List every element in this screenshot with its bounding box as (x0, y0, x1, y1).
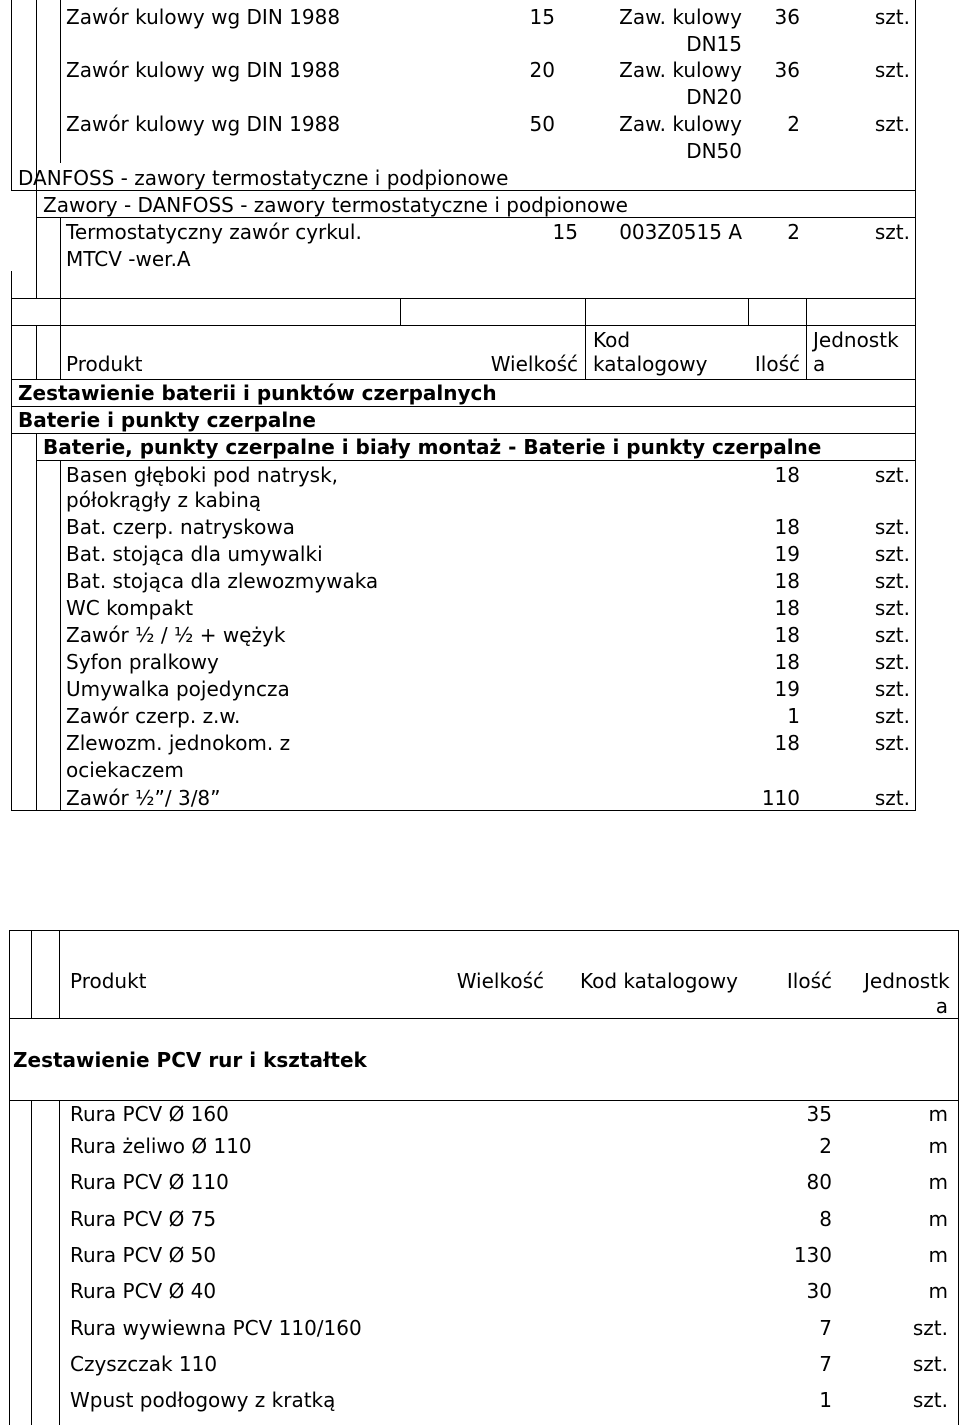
unit-value: szt. (874, 463, 910, 487)
product-name-line2: MTCV -wer.A (66, 247, 191, 271)
subsection-heading: Zawory - DANFOSS - zawory termostatyczne i podpionowe (43, 193, 628, 217)
unit-value: szt. (874, 542, 910, 566)
qty-value: 18 (774, 596, 800, 620)
list-item: Bat. czerp. natryskowa (66, 515, 295, 539)
size-value: 20 (529, 58, 555, 82)
subsection-heading: Baterie i punkty czerpalne (18, 408, 316, 432)
list-item: Rura PCV Ø 50 (70, 1243, 217, 1267)
product-name: Zawór kulowy wg DIN 1988 (66, 112, 341, 136)
list-item: Bat. stojąca dla umywalki (66, 542, 323, 566)
unit-value: m (928, 1134, 948, 1158)
section-heading: Zestawienie baterii i punktów czerpalnych (18, 381, 497, 405)
list-item-line2: półokrągły z kabiną (66, 488, 262, 512)
catalog-code: Zaw. kulowy (619, 5, 742, 29)
list-item: Rura wywiewna PCV 110/160 (70, 1316, 362, 1340)
size-value: 15 (529, 5, 555, 29)
unit-value: szt. (874, 220, 910, 244)
qty-value: 80 (806, 1170, 832, 1194)
unit-value: szt. (874, 515, 910, 539)
qty-value: 18 (774, 731, 800, 755)
list-item-line2: ociekaczem (66, 758, 184, 782)
qty-value: 110 (761, 786, 800, 810)
unit-value: szt. (874, 569, 910, 593)
size-value: 50 (529, 112, 555, 136)
list-item: Zlewozm. jednokom. z (66, 731, 291, 755)
col-header-unit: Jednostk (813, 328, 899, 352)
col-header-unit: Jednostk (864, 969, 950, 993)
size-value: 15 (552, 220, 578, 244)
qty-value: 2 (819, 1134, 832, 1158)
unit-value: m (928, 1279, 948, 1303)
list-item: Czyszczak 110 (70, 1352, 218, 1376)
list-item: Rura PCV Ø 160 (70, 1102, 229, 1126)
unit-value: m (928, 1170, 948, 1194)
qty-value: 18 (774, 650, 800, 674)
qty-value: 7 (819, 1352, 832, 1376)
qty-value: 2 (787, 112, 800, 136)
list-item: Zawór czerp. z.w. (66, 704, 241, 728)
list-item: Rura PCV Ø 75 (70, 1207, 217, 1231)
qty-value: 130 (793, 1243, 832, 1267)
unit-value: szt. (874, 731, 910, 755)
qty-value: 7 (819, 1316, 832, 1340)
qty-value: 1 (787, 704, 800, 728)
qty-value: 2 (787, 220, 800, 244)
col-header-unit-line2: a (935, 994, 948, 1018)
qty-value: 19 (774, 677, 800, 701)
col-header-size: Wielkość (456, 969, 544, 993)
qty-value: 18 (774, 463, 800, 487)
unit-value: szt. (874, 596, 910, 620)
list-item: Rura PCV Ø 40 (70, 1279, 217, 1303)
qty-value: 18 (774, 569, 800, 593)
col-header-code: Kod (593, 328, 631, 352)
catalog-code-line2: DN20 (686, 85, 742, 109)
unit-value: m (928, 1243, 948, 1267)
col-header-size: Wielkość (490, 352, 578, 376)
col-header-product: Produkt (66, 352, 143, 376)
list-item: Zawór ½ / ½ + wężyk (66, 623, 286, 647)
col-header-qty: Ilość (786, 969, 832, 993)
unit-value: m (928, 1207, 948, 1231)
qty-value: 18 (774, 515, 800, 539)
unit-value: szt. (874, 786, 910, 810)
list-item: Umywalka pojedyncza (66, 677, 290, 701)
col-header-code-line2: katalogowy (593, 352, 708, 376)
list-item: Syfon pralkowy (66, 650, 219, 674)
qty-value: 36 (774, 5, 800, 29)
unit-value: szt. (874, 704, 910, 728)
col-header-product: Produkt (70, 969, 147, 993)
list-item: Bat. stojąca dla zlewozmywaka (66, 569, 379, 593)
qty-value: 8 (819, 1207, 832, 1231)
list-item: Rura PCV Ø 110 (70, 1170, 229, 1194)
col-header-unit-line2: a (813, 352, 826, 376)
product-name: Termostatyczny zawór cyrkul. (66, 220, 362, 244)
list-item: Basen głęboki pod natrysk, (66, 463, 339, 487)
qty-value: 1 (819, 1388, 832, 1412)
section-heading: DANFOSS - zawory termostatyczne i podpionowe (18, 166, 509, 190)
unit-value: szt. (874, 677, 910, 701)
qty-value: 35 (806, 1102, 832, 1126)
catalog-code: 003Z0515 A (619, 220, 742, 244)
unit-value: szt. (874, 112, 910, 136)
unit-value: szt. (912, 1316, 948, 1340)
unit-value: szt. (874, 5, 910, 29)
group-heading: Baterie, punkty czerpalne i biały montaż - Baterie i punkty czerpalne (43, 435, 822, 459)
catalog-code-line2: DN50 (686, 139, 742, 163)
product-name: Zawór kulowy wg DIN 1988 (66, 58, 341, 82)
list-item: Zawór ½”/ 3/8” (66, 786, 221, 810)
catalog-code-line2: DN15 (686, 32, 742, 56)
unit-value: szt. (874, 58, 910, 82)
qty-value: 19 (774, 542, 800, 566)
list-item: WC kompakt (66, 596, 194, 620)
col-header-code: Kod katalogowy (580, 969, 738, 993)
unit-value: m (928, 1102, 948, 1126)
catalog-code: Zaw. kulowy (619, 58, 742, 82)
unit-value: szt. (912, 1352, 948, 1376)
qty-value: 30 (806, 1279, 832, 1303)
product-name: Zawór kulowy wg DIN 1988 (66, 5, 341, 29)
unit-value: szt. (912, 1388, 948, 1412)
list-item: Rura żeliwo Ø 110 (70, 1134, 252, 1158)
list-item: Wpust podłogowy z kratką (70, 1388, 336, 1412)
qty-value: 36 (774, 58, 800, 82)
qty-value: 18 (774, 623, 800, 647)
catalog-code: Zaw. kulowy (619, 112, 742, 136)
section-heading: Zestawienie PCV rur i kształtek (13, 1048, 367, 1072)
unit-value: szt. (874, 650, 910, 674)
unit-value: szt. (874, 623, 910, 647)
col-header-qty: Ilość (754, 352, 800, 376)
